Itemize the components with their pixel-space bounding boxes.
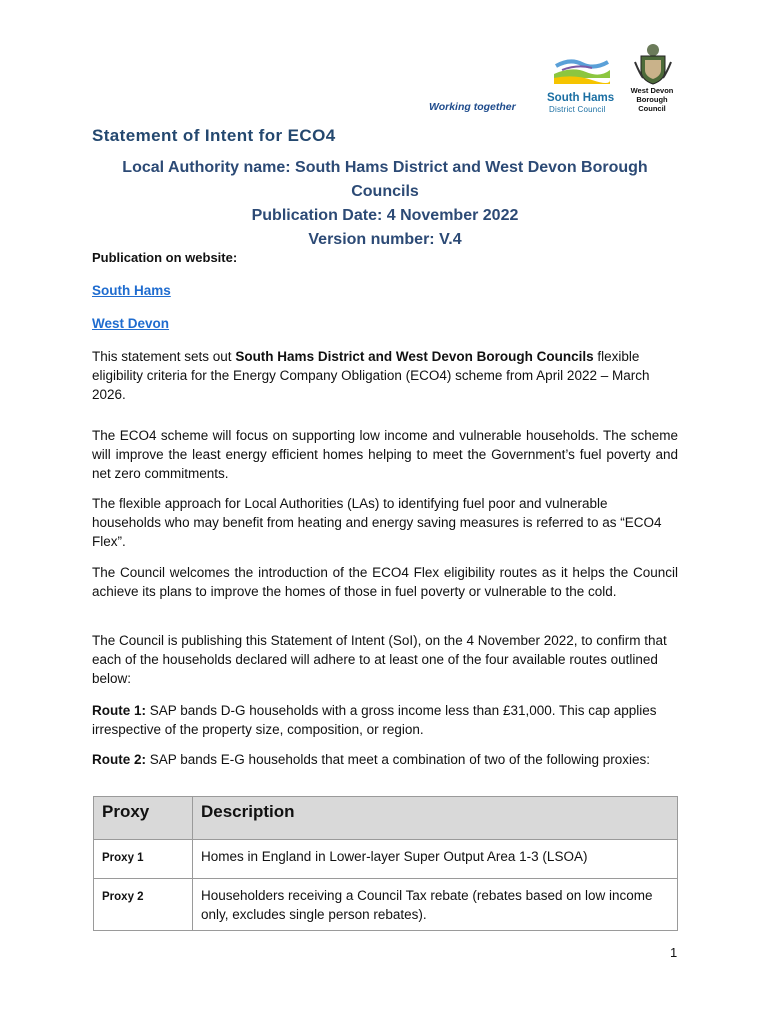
publication-date: Publication Date: 4 November 2022	[251, 207, 519, 224]
route-1-paragraph: Route 1: SAP bands D-G households with a gross income less than £31,000. This cap applies irrespective of the property size, composition, or region.	[92, 703, 657, 737]
south-hams-landscape-icon	[552, 56, 612, 86]
flex-paragraph: The flexible approach for Local Authorities (LAs) to identifying fuel poor and vulnerable households who may benefit from heating and energy saving measures is referred to as “ECO4 Flex”.	[92, 496, 662, 549]
south-hams-name: South Hams	[547, 92, 615, 104]
proxy-description-cell: Householders receiving a Council Tax rebate (rebates based on low income only, excludes single person rebates).	[193, 879, 678, 931]
proxy-name-cell: Proxy 2	[94, 879, 193, 931]
table-row	[94, 879, 678, 931]
west-devon-crest-icon	[633, 42, 673, 86]
west-devon-name: West Devon Borough Council	[630, 86, 674, 113]
west-devon-logo	[622, 42, 682, 118]
soi-paragraph: The Council is publishing this Statement of Intent (SoI), on the 4 November 2022, to confirm that each of the households declared will adhere to at least one of the four available routes outlined below:	[92, 633, 667, 686]
document-title: Statement of Intent for ECO4	[92, 126, 336, 145]
intro-paragraph: This statement sets out South Hams District and West Devon Borough Councils flexible eligibility criteria for the Energy Company Obligation (ECO4) scheme from April 2022 – March 2026.	[92, 349, 650, 402]
route-2-paragraph: Route 2: SAP bands E-G households that meet a combination of two of the following proxies:	[92, 752, 651, 767]
proxy-table	[93, 796, 678, 931]
local-authority-name: Local Authority name: South Hams District and West Devon Borough Councils	[122, 159, 648, 200]
page-number: 1	[670, 945, 678, 960]
proxy-name-cell: Proxy 1	[94, 840, 193, 879]
description-column-header: Description	[193, 797, 678, 840]
proxy-description-cell: Homes in England in Lower-layer Super Output Area 1-3 (LSOA)	[193, 840, 678, 879]
south-hams-link[interactable]: South Hams	[92, 283, 171, 298]
south-hams-logo	[547, 56, 613, 116]
west-devon-link[interactable]: West Devon	[92, 316, 170, 331]
heading-block	[92, 156, 678, 252]
proxy-column-header: Proxy	[94, 797, 193, 840]
publication-label: Publication on website:	[92, 250, 238, 265]
header-logos	[422, 38, 682, 118]
scheme-paragraph: The ECO4 scheme will focus on supporting low income and vulnerable households. The scheme will improve the least energy efficient homes helping to meet the Government’s fuel poverty and net zero commitments.	[92, 428, 678, 481]
table-row	[94, 840, 678, 879]
council-welcome-paragraph: The Council welcomes the introduction of the ECO4 Flex eligibility routes as it helps the Council achieve its plans to improve the homes of those in fuel poverty or vulnerable to the cold.	[92, 565, 678, 599]
table-header-row	[94, 797, 678, 840]
south-hams-subtitle: District Council	[549, 105, 606, 114]
version-number: Version number: V.4	[308, 231, 462, 248]
tagline: Working together	[429, 101, 516, 113]
